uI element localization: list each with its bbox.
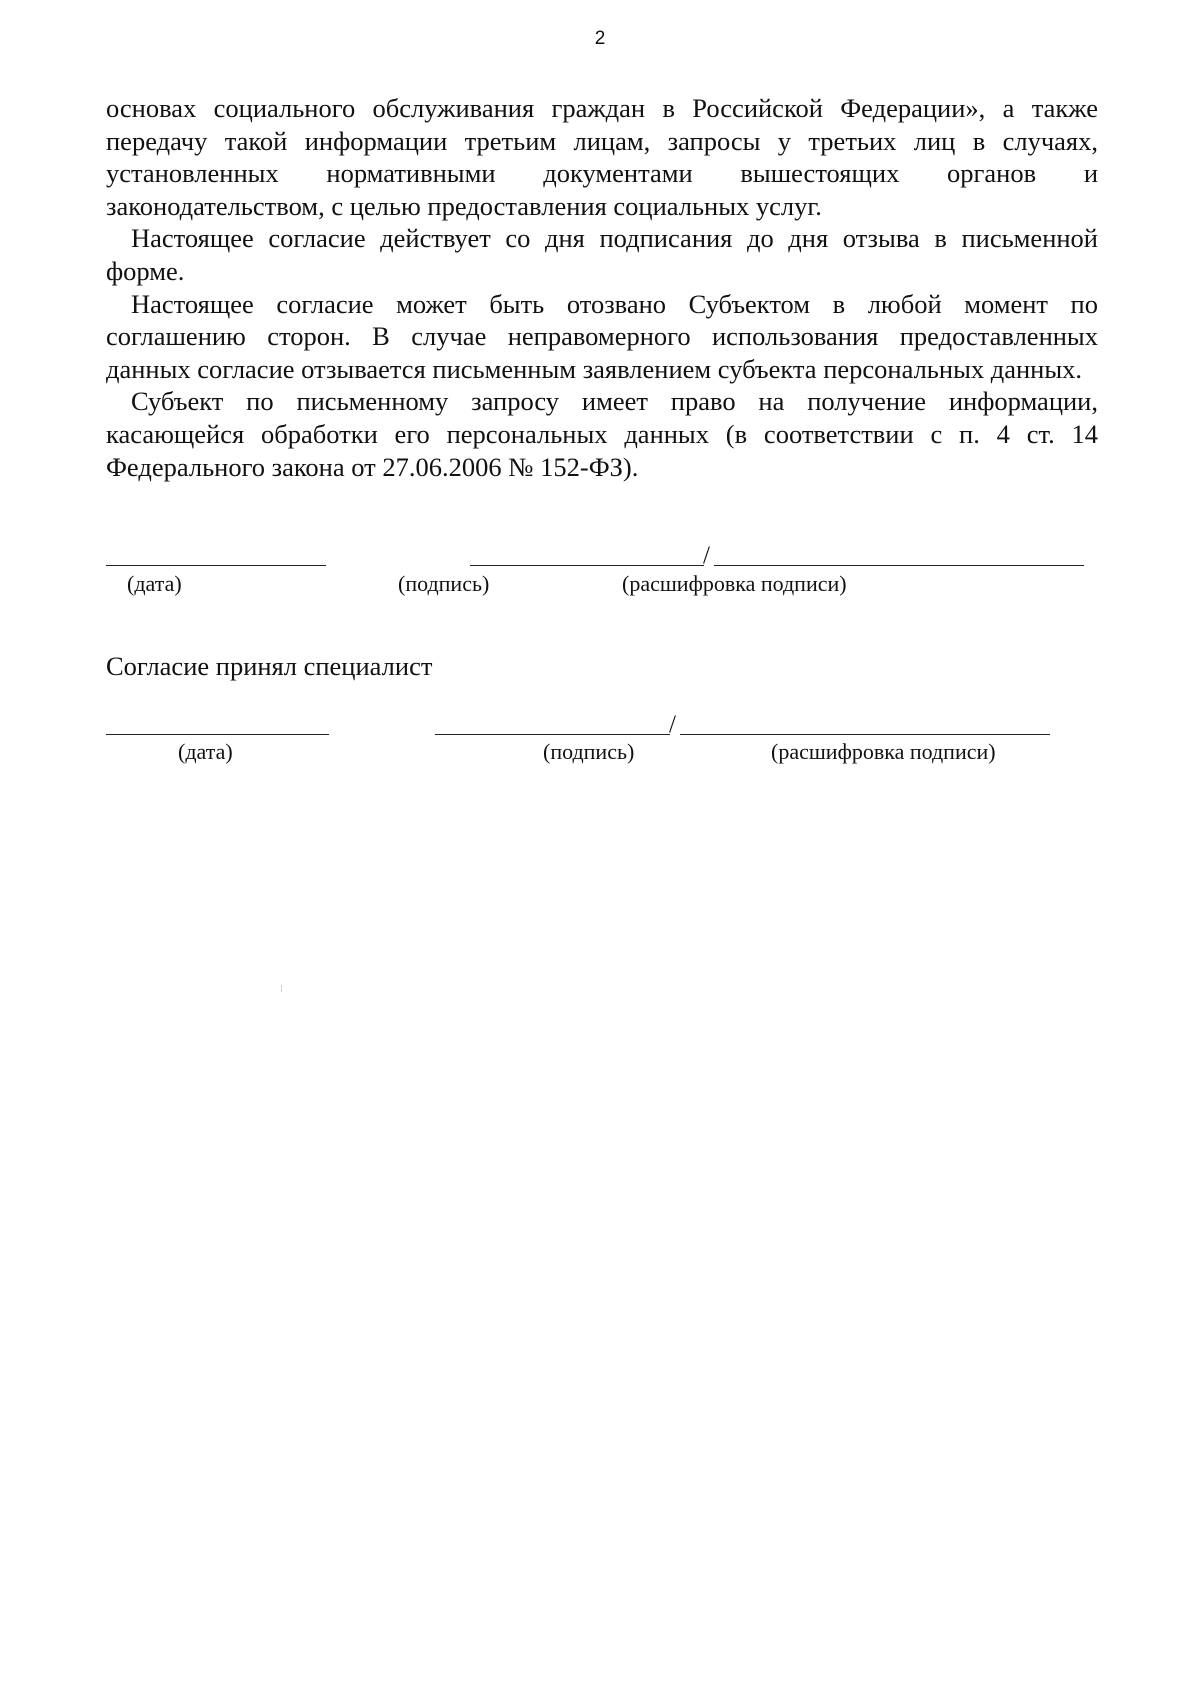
specialist-decoding-caption: (расшифровка подписи)	[771, 739, 996, 764]
specialist-signature-line[interactable]	[435, 734, 670, 735]
consent-body-text	[106, 92, 1098, 483]
paragraph-validity: Настоящее согласие действует со дня подписания до дня отзыва в письменной форме.	[106, 223, 1098, 286]
subject-decoding-line[interactable]	[714, 565, 1084, 566]
specialist-signature-slash: /	[669, 711, 676, 738]
page-number: 2	[594, 28, 606, 49]
specialist-signature-caption: (подпись)	[543, 739, 635, 764]
subject-decoding-caption: (расшифровка подписи)	[622, 571, 847, 596]
subject-date-caption: (дата)	[127, 571, 182, 596]
specialist-date-caption: (дата)	[178, 739, 233, 764]
paragraph-revocation: Настоящее согласие может быть отозвано Субъектом в любой момент по соглашению сторон. В случае неправомерного использования предоставленных данных согласие отзывается письменным заявлением субъекта персональных данных.	[106, 288, 1098, 384]
subject-signature-line[interactable]	[470, 565, 704, 566]
subject-signature-slash: /	[703, 542, 710, 569]
subject-date-line[interactable]	[106, 565, 326, 566]
specialist-date-line[interactable]	[106, 734, 329, 735]
specialist-decoding-line[interactable]	[680, 734, 1050, 735]
specialist-heading: Согласие принял специалист	[106, 651, 433, 681]
paragraph-information-rights: Субъект по письменному запросу имеет право на получение информации, касающейся обработки его персональных данных (в соответствии с п. 4 ст. 14 Федерального закона от 27.06.2006 № 152-ФЗ).	[106, 386, 1098, 482]
subject-signature-caption: (подпись)	[398, 571, 490, 596]
scan-artifact-mark	[281, 985, 282, 992]
paragraph-continuation: основах социального обслуживания граждан в Российской Федерации», а также передачу такой информации третьим лицам, запросы у третьих лиц в случаях, установленных нормативными документами вышестоящих органов и законодательством, с целью предоставления социальных услуг.	[106, 93, 1098, 221]
